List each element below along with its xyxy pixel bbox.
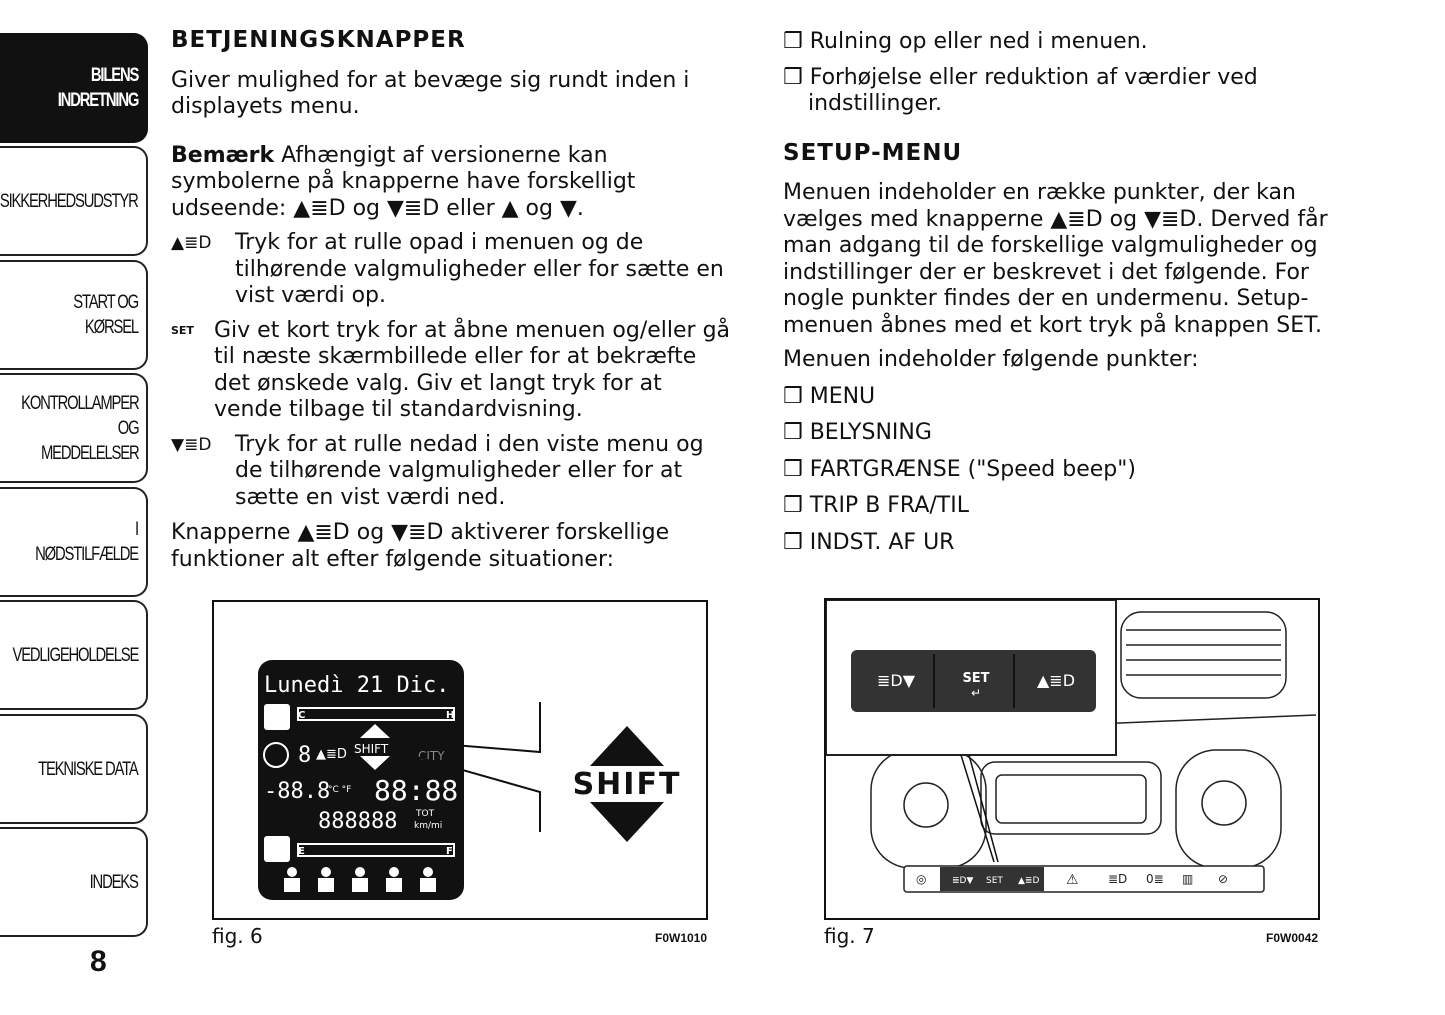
return-arrow-icon: ↵ <box>970 686 982 700</box>
seatbelt-icon <box>321 867 331 877</box>
seatbelt-icon <box>386 878 402 892</box>
tab-indeks[interactable]: INDEKS <box>0 827 148 937</box>
display-illustration <box>214 602 706 918</box>
scroll-up-button[interactable]: ▲≣D <box>1036 671 1076 690</box>
intro-paragraph: Giver mulighed for at bevæge sig rundt inden i displayets menu. <box>171 67 690 119</box>
button-item-up <box>171 230 736 310</box>
tab-start-og-korsel[interactable]: START OG KØRSEL <box>0 260 148 370</box>
odometer: 888888 <box>318 809 398 834</box>
button-item-down <box>171 432 736 512</box>
note-label: Bemærk <box>171 142 275 168</box>
scroll-down-button[interactable]: ≣D▼ <box>876 671 916 690</box>
coolant-icon <box>264 704 290 730</box>
gauge-h-label: H <box>446 710 455 721</box>
rear-fog-icon: 0≣ <box>1146 872 1164 886</box>
dashboard-illustration <box>826 600 1318 918</box>
start-stop-off-icon: ◎ <box>916 872 927 886</box>
button-item-set <box>171 318 736 424</box>
heated-window-icon: ▥ <box>1182 872 1194 886</box>
scroll-up-button-icon: ▲≣D <box>171 233 212 253</box>
button-item-text: Tryk for at rulle nedad i den viste menu og de tilhørende valgmuligheder eller for at sætte en vist værdi ned. <box>235 431 704 510</box>
seatbelt-icon <box>284 878 300 892</box>
seatbelt-icon <box>423 867 433 877</box>
right-column <box>783 29 1373 556</box>
scroll-down-small-icon: ≣D▼ <box>952 876 974 886</box>
seatbelt-icon <box>389 867 399 877</box>
big-shift-down-arrow-icon <box>590 802 664 842</box>
note-text: Afhængigt af versionerne kan symbolerne på knapperne have forskelligt udseende: ▲≣D og ▼≣D eller ▲ og ▼. <box>171 142 636 221</box>
setup-paragraph: Menuen indeholder en række punkter, der kan vælges med knapperne ▲≣D og ▼≣D. Derved får man adgang til de forskellige valgmuligheder og indstillinger der er beskrevet i det følgende. For nogle punkter findes der en undermenu. Setup-menuen åbnes med et kort tryk på knappen SET. <box>783 180 1328 338</box>
tab-sikkerhedsudstyr[interactable]: SIKKERHEDSUDSTYR <box>0 146 148 256</box>
button-item-text: Tryk for at rulle opad i menuen og de tilhørende valgmuligheder eller for sætte en vist værdi op. <box>235 230 724 308</box>
figure-6-caption: fig. 6 <box>212 924 263 948</box>
tab-kontrollamper[interactable]: KONTROLLAMPER OG MEDDELELSER <box>0 373 148 483</box>
page-number: 8 <box>90 945 107 978</box>
tab-bilens-indretning[interactable]: BILENS INDRETNING <box>0 33 148 143</box>
section-heading-setup-menu: SETUP-MENU <box>783 139 963 166</box>
city-label: CITY <box>418 749 445 763</box>
set-button-icon: SET <box>171 323 194 337</box>
gauge-c-label: C <box>298 710 306 721</box>
figure-6-code: F0W1010 <box>655 931 708 945</box>
gear-indicator: 8 <box>298 743 312 768</box>
gauge-f-label: F <box>446 846 453 857</box>
gauge-e-label: E <box>298 846 305 857</box>
asr-off-icon: ⊘ <box>1218 872 1229 886</box>
big-shift-label: SHIFT <box>572 767 682 802</box>
menu-list-item: ❒ INDST. AF UR <box>783 529 955 555</box>
menu-list-item: ❒ TRIP B FRA/TIL <box>783 493 969 518</box>
note-paragraph <box>171 143 736 223</box>
tab-nodstilfaelde[interactable]: I NØDSTILFÆLDE <box>0 487 148 597</box>
big-shift-up-arrow-icon <box>590 726 664 766</box>
scroll-up-small-icon: ▲≣D <box>1018 876 1040 886</box>
tab-vedligeholdelse[interactable]: VEDLIGEHOLDELSE <box>0 600 148 710</box>
tab-tekniske-data[interactable]: TEKNISKE DATA <box>0 714 148 824</box>
button-item-text: Giv et kort tryk for at åbne menuen og/eller gå til næste skærmbillede eller for at bekræfte det ønskede valg. Giv et langt tryk for at vende tilbage til standardvisning. <box>214 317 731 422</box>
seatbelt-icon <box>420 878 436 892</box>
outro-paragraph: Knapperne ▲≣D og ▼≣D aktiverer forskellige funktioner alt efter følgende situationer: <box>171 520 670 572</box>
set-button[interactable]: SET <box>962 671 990 686</box>
seatbelt-icon <box>355 867 365 877</box>
scroll-down-button-icon: ▼≣D <box>171 434 212 455</box>
lcd-date: Lunedì 21 Dic. <box>264 673 450 698</box>
figure-7-code: F0W0042 <box>1266 931 1319 945</box>
menu-list-item: ❒ BELYSNING <box>783 420 932 445</box>
hazard-icon: ⚠ <box>1066 872 1079 888</box>
bullet-item: ❒ Rulning op eller ned i menuen. <box>783 29 1148 54</box>
list-intro: Menuen indeholder følgende punkter: <box>783 347 1199 372</box>
temp-units: °C °F <box>328 785 352 795</box>
figure-6-instrument-display <box>212 600 708 920</box>
clock: 88:88 <box>374 774 459 807</box>
shift-small-label: SHIFT <box>354 742 389 756</box>
section-heading-betjeningsknapper: BETJENINGSKNAPPER <box>171 27 466 53</box>
outside-temp: -88.8 <box>264 779 331 804</box>
fuel-pump-icon <box>264 836 290 862</box>
seatbelt-icon <box>352 878 368 892</box>
figure-7-dashboard-buttons <box>824 598 1320 920</box>
odometer-tot-label: TOT <box>416 809 435 819</box>
zoom-callout-lines <box>961 755 998 862</box>
odometer-unit-label: km/mi <box>414 821 443 831</box>
figure-7-caption: fig. 7 <box>824 924 875 948</box>
menu-list-item: ❒ MENU <box>783 383 876 409</box>
set-small-icon: SET <box>986 876 1003 886</box>
gearshift-arrows-icon: ▲≣D <box>316 747 347 762</box>
bullet-item: ❒ Forhøjelse eller reduktion af værdier ved indstillinger. <box>783 64 1258 116</box>
seatbelt-icon <box>287 867 297 877</box>
left-column <box>171 27 736 573</box>
fog-light-icon: ≣D <box>1108 872 1128 886</box>
menu-list-item: ❒ FARTGRÆNSE ("Speed beep") <box>783 456 1136 482</box>
seatbelt-icon <box>318 878 334 892</box>
